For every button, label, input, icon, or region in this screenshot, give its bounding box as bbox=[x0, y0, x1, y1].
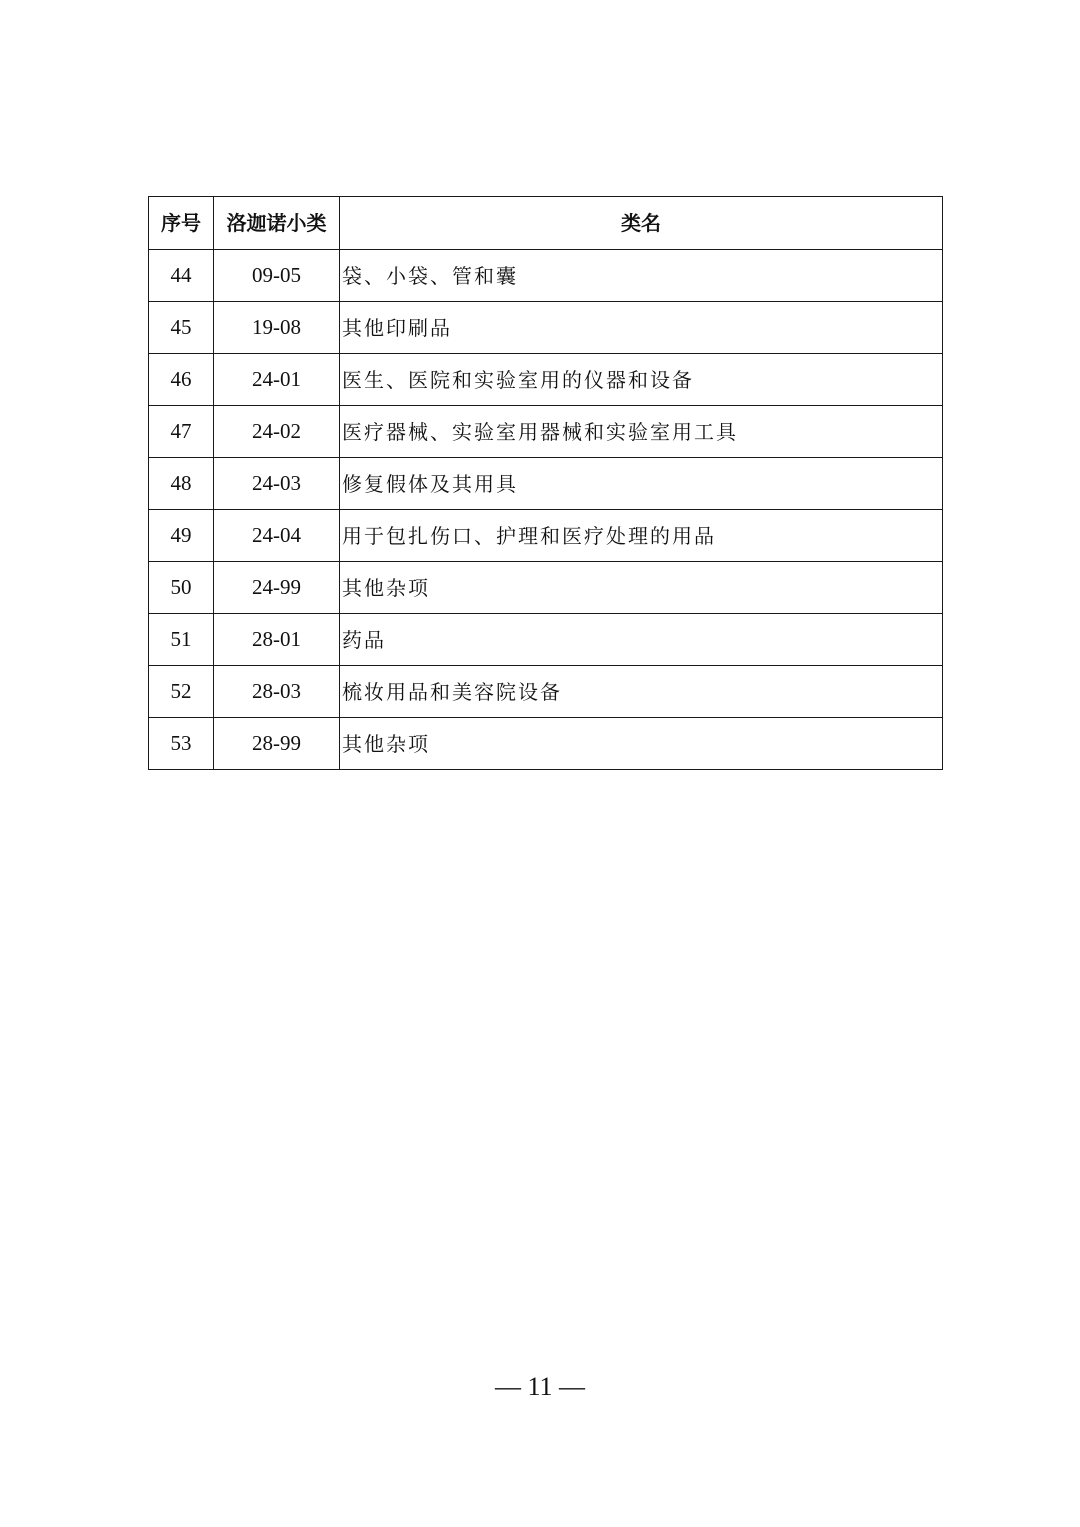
row-code: 28-99 bbox=[214, 718, 340, 770]
row-code: 28-03 bbox=[214, 666, 340, 718]
table-row bbox=[149, 718, 943, 770]
table-row bbox=[149, 458, 943, 510]
table-row bbox=[149, 406, 943, 458]
row-name: 袋、小袋、管和囊 bbox=[340, 250, 943, 302]
row-code: 24-01 bbox=[214, 354, 340, 406]
row-name: 药品 bbox=[340, 614, 943, 666]
row-code: 24-99 bbox=[214, 562, 340, 614]
row-name: 医疗器械、实验室用器械和实验室用工具 bbox=[340, 406, 943, 458]
row-code: 19-08 bbox=[214, 302, 340, 354]
row-code: 09-05 bbox=[214, 250, 340, 302]
header-seq: 序号 bbox=[149, 197, 214, 250]
row-seq: 51 bbox=[149, 614, 214, 666]
row-seq: 50 bbox=[149, 562, 214, 614]
table-row bbox=[149, 562, 943, 614]
table-row bbox=[149, 666, 943, 718]
table-row bbox=[149, 250, 943, 302]
row-name: 梳妆用品和美容院设备 bbox=[340, 666, 943, 718]
page-number: — 11 — bbox=[494, 1372, 586, 1401]
header-locarno-code: 洛迦诺小类 bbox=[214, 197, 340, 250]
row-name: 其他杂项 bbox=[340, 562, 943, 614]
row-seq: 45 bbox=[149, 302, 214, 354]
row-seq: 49 bbox=[149, 510, 214, 562]
row-code: 24-04 bbox=[214, 510, 340, 562]
table-row bbox=[149, 614, 943, 666]
table-row bbox=[149, 354, 943, 406]
header-class-name: 类名 bbox=[340, 197, 943, 250]
table-row bbox=[149, 302, 943, 354]
row-name: 用于包扎伤口、护理和医疗处理的用品 bbox=[340, 510, 943, 562]
row-seq: 53 bbox=[149, 718, 214, 770]
table-header-row bbox=[149, 197, 943, 250]
row-name: 其他印刷品 bbox=[340, 302, 943, 354]
row-name: 其他杂项 bbox=[340, 718, 943, 770]
row-code: 24-02 bbox=[214, 406, 340, 458]
row-code: 24-03 bbox=[214, 458, 340, 510]
table-row bbox=[149, 510, 943, 562]
row-seq: 47 bbox=[149, 406, 214, 458]
row-name: 修复假体及其用具 bbox=[340, 458, 943, 510]
row-seq: 48 bbox=[149, 458, 214, 510]
row-name: 医生、医院和实验室用的仪器和设备 bbox=[340, 354, 943, 406]
row-code: 28-01 bbox=[214, 614, 340, 666]
row-seq: 46 bbox=[149, 354, 214, 406]
locarno-class-table bbox=[148, 196, 943, 770]
row-seq: 52 bbox=[149, 666, 214, 718]
row-seq: 44 bbox=[149, 250, 214, 302]
